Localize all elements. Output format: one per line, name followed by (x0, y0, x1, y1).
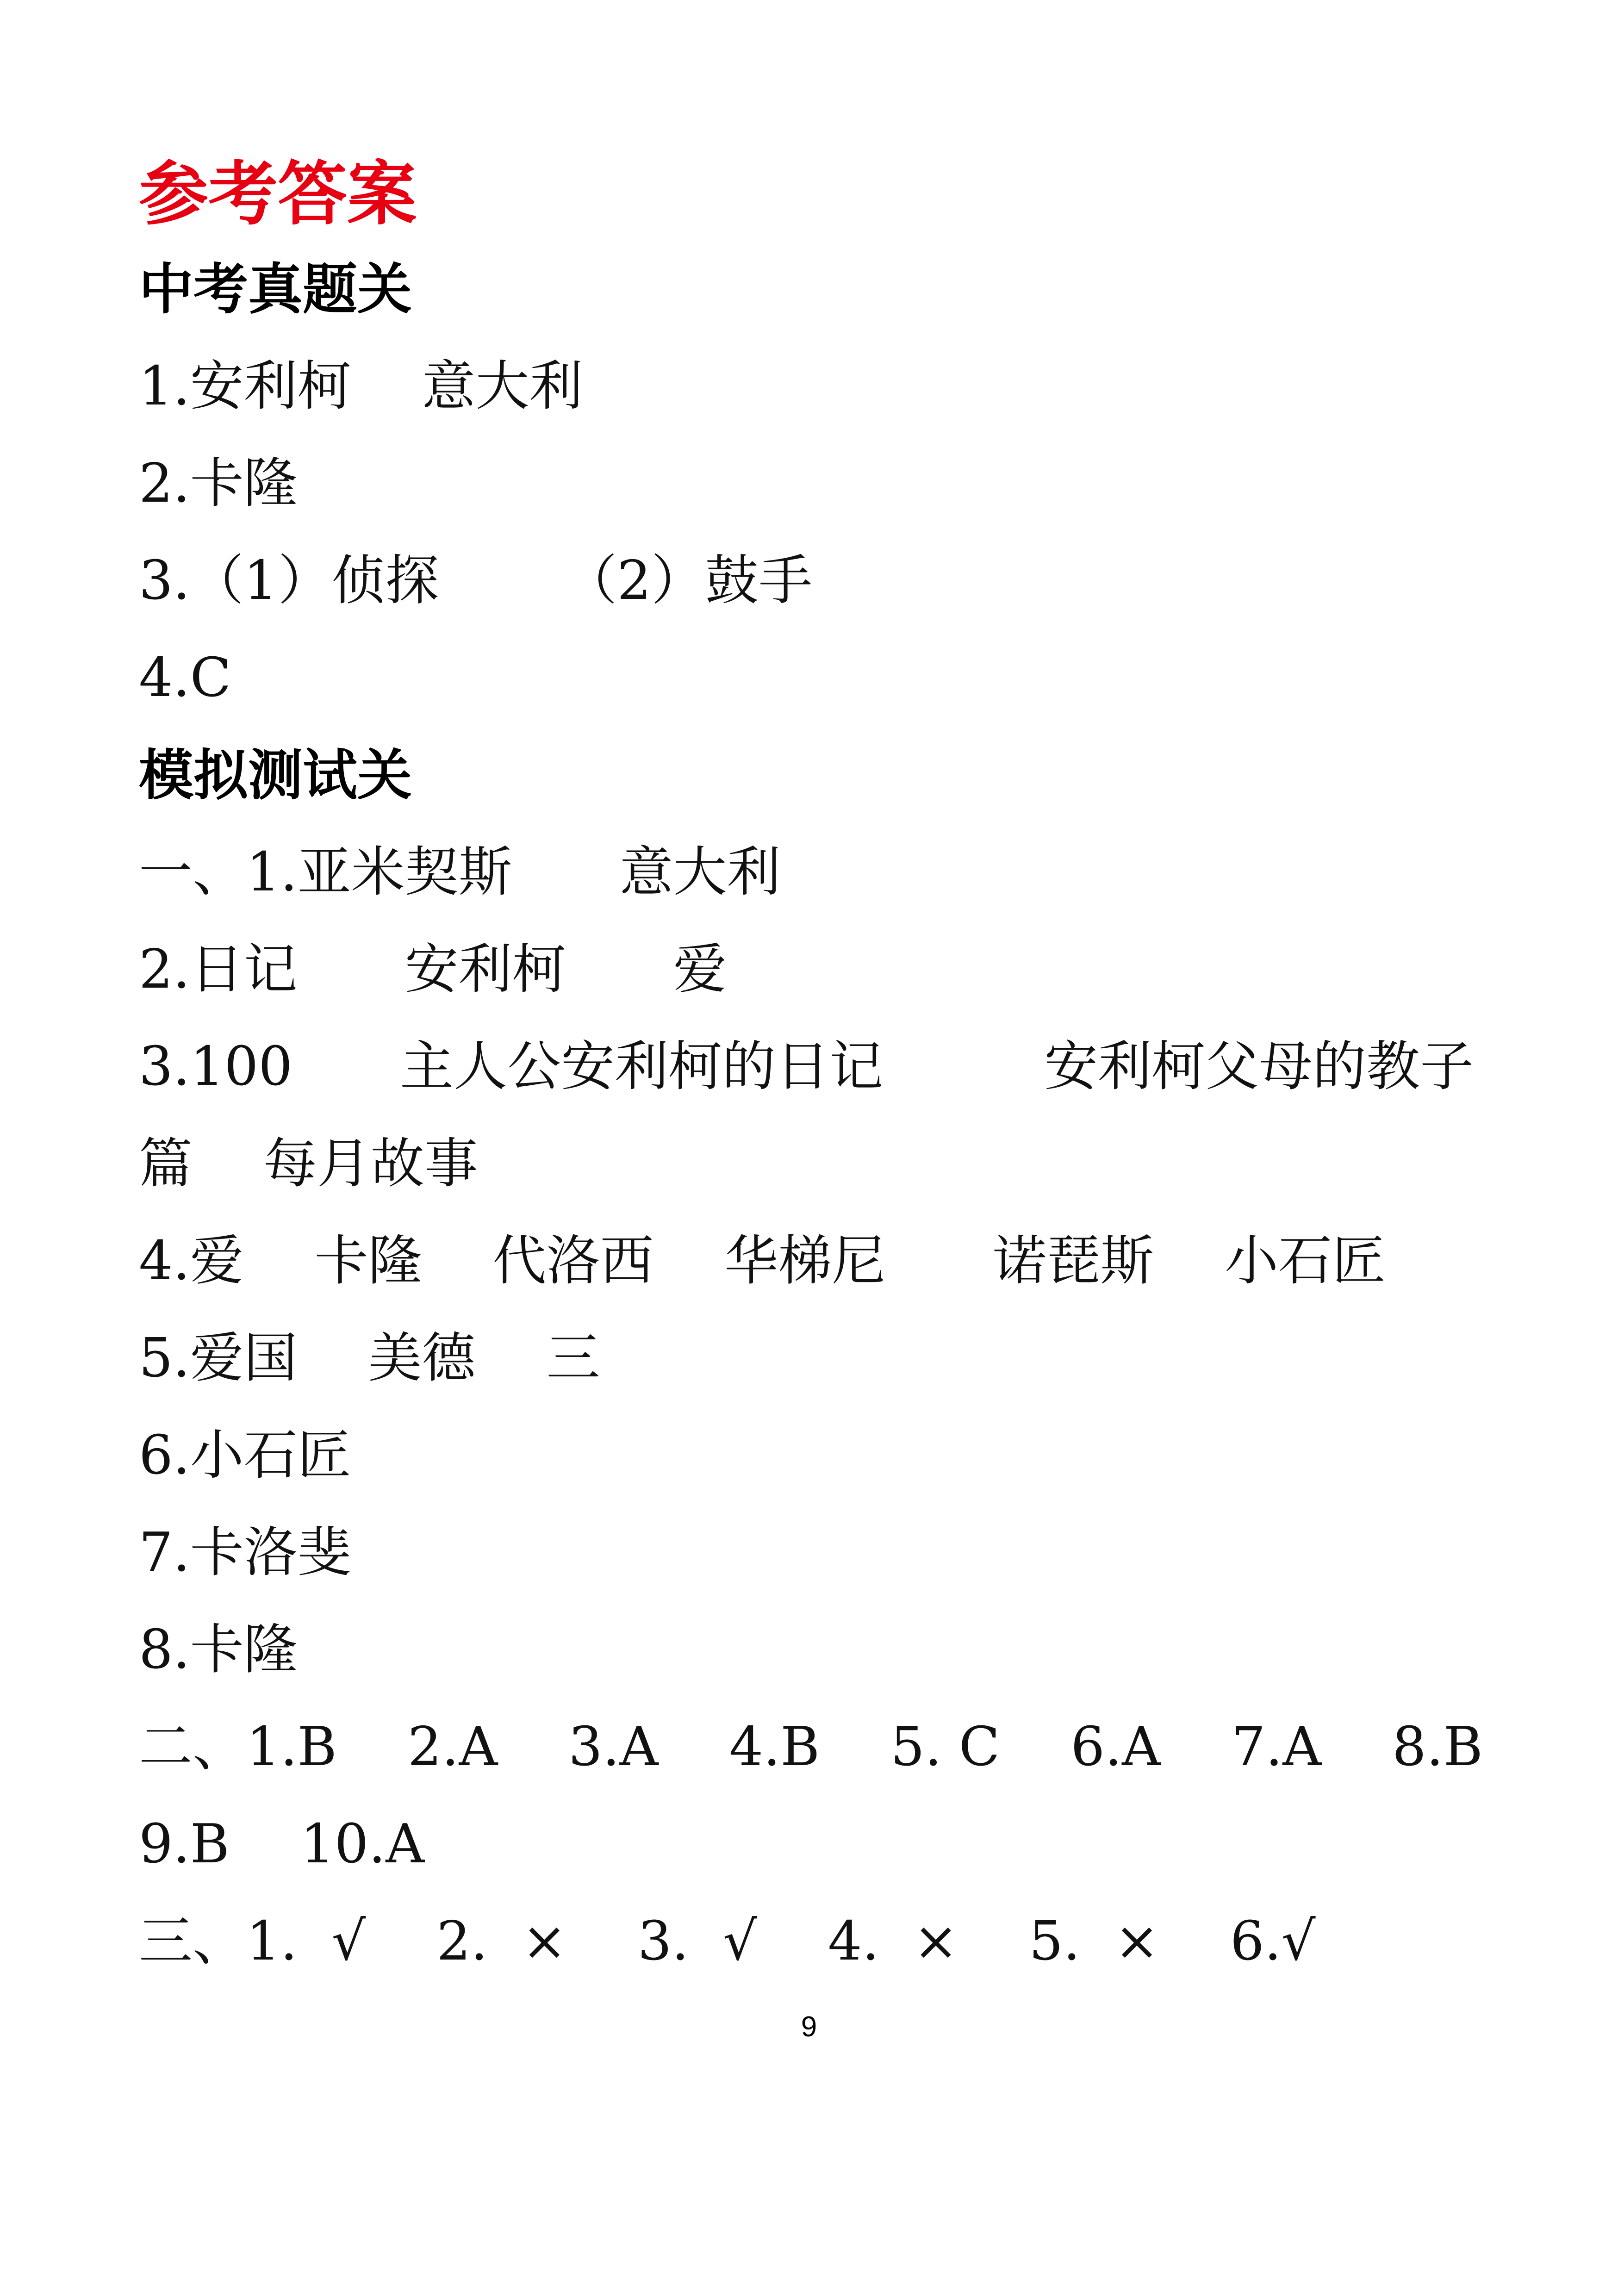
answer-line: 7.卡洛斐 (139, 1521, 351, 1584)
answer-line: 5.爱国 美德 三 (139, 1327, 600, 1389)
page-title: 参考答案 (139, 154, 417, 235)
answer-line: 6.小石匠 (139, 1424, 351, 1487)
answer-line: 一、1.亚米契斯 意大利 (139, 841, 781, 903)
answer-line: 2.日记 安利柯 爱 (139, 938, 727, 1001)
answer-line: 三、1. √ 2. × 3. √ 4. × 5. × 6.√ (139, 1910, 1316, 1972)
answer-line: 8.卡隆 (139, 1618, 298, 1681)
answer-line: 3.100 主人公安利柯的日记 安利柯父母的教子 (139, 1035, 1474, 1098)
answer-line: 二、1.B 2.A 3.A 4.B 5. C 6.A 7.A 8.B (139, 1716, 1483, 1778)
answer-line: 篇 每月故事 (139, 1132, 478, 1195)
section-heading-mock: 模拟测试关 (139, 743, 412, 807)
page-number: 9 (801, 2011, 817, 2043)
section-heading-exam: 中考真题关 (139, 257, 412, 321)
answer-line: 3.（1）侦探 （2）鼓手 (139, 549, 813, 612)
answer-line: 4.爱 卡隆 代洛西 华梯尼 诺琵斯 小石匠 (139, 1230, 1386, 1292)
answer-line: 4.C (139, 647, 231, 709)
answer-line: 9.B 10.A (139, 1813, 425, 1875)
answer-line: 1.安利柯 意大利 (139, 355, 583, 417)
answer-content (139, 148, 1527, 1990)
answer-line: 2.卡隆 (139, 452, 298, 515)
